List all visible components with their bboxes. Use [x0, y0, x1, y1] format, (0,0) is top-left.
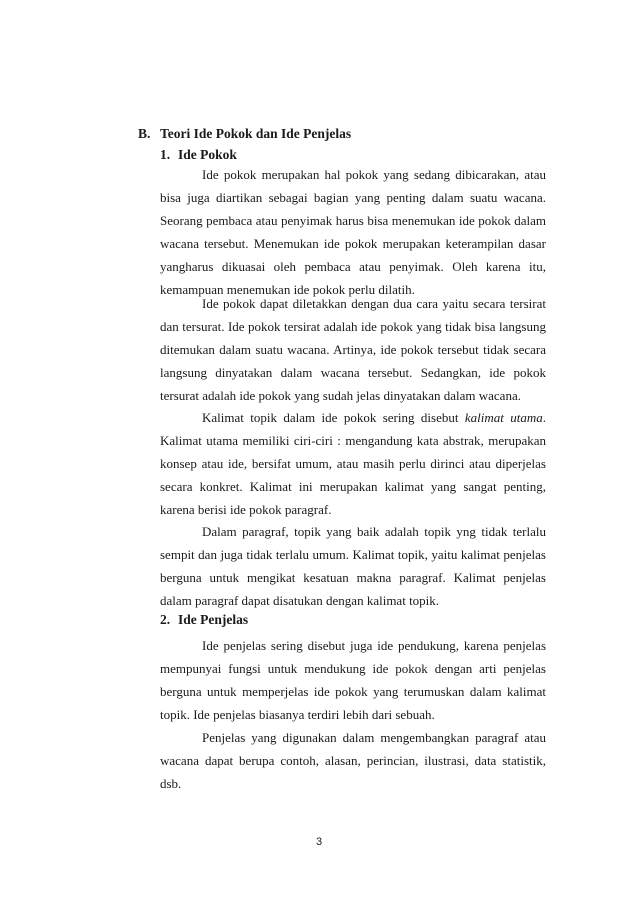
paragraph-kalimat-utama — [160, 406, 546, 521]
emphasis-kalimat-utama: kalimat utama — [464, 410, 543, 425]
subsection-title: Ide Penjelas — [178, 612, 249, 627]
page-number: 3 — [315, 836, 323, 848]
subsection-number: 1. — [160, 147, 171, 162]
paragraph-tersirat-tersurat: Ide pokok dapat diletakkan dengan dua cara yaitu secara tersirat dan tersurat. Ide pokok tersirat adalah ide pokok yang tidak bisa langsung ditemukan dalam suatu wacana. Artinya, ide pokok tersebut tidak secara langsung dinyatakan dalam wacana tersebut. Sedangkan, ide pokok tersurat adalah ide pokok yang sudah jelas dinyatakan dalam wacana. — [160, 296, 546, 403]
paragraph-ide-penjelas-definition: Ide penjelas sering disebut juga ide pendukung, karena penjelas mempunyai fungsi untuk mendukung ide pokok dengan arti penjelas berguna untuk memperjelas ide pokok yang terumuskan dalam kalimat topik. Ide penjelas biasanya terdiri lebih dari sebuah. — [160, 638, 546, 722]
subsection-heading-ide-penjelas — [160, 611, 248, 629]
section-heading — [138, 125, 351, 143]
subsection-heading-ide-pokok — [160, 146, 237, 164]
paragraph-text: . Kalimat utama memiliki ciri-ciri : mengandung kata abstrak, merupakan konsep atau ide, bersifat umum, atau masih perlu dirinci atau diperjelas secara konkret. Kalimat ini merupakan kalimat yang sangat penting, karena berisi ide pokok paragraf. — [160, 410, 546, 517]
section-label: B. — [138, 126, 151, 141]
section-title: Teori Ide Pokok dan Ide Penjelas — [160, 126, 352, 141]
paragraph-ide-pokok-definition: Ide pokok merupakan hal pokok yang sedang dibicarakan, atau bisa juga diartikan sebagai bagian yang penting dalam suatu wacana. Seorang pembaca atau penyimak harus bisa menemukan ide pokok dalam wacana tersebut. Menemukan ide pokok merupakan keterampilan dasar yangharus dikuasai oleh pembaca atau penyimak. Oleh karena itu, kemampuan menemukan ide pokok perlu dilatih. — [160, 167, 546, 297]
subsection-title: Ide Pokok — [178, 147, 237, 162]
subsection-number: 2. — [160, 612, 171, 627]
paragraph-topik: Dalam paragraf, topik yang baik adalah topik yng tidak terlalu sempit dan juga tidak terlalu umum. Kalimat topik, yaitu kalimat penjelas berguna untuk mengikat kesatuan makna paragraf. Kalimat penjelas dalam paragraf dapat disatukan dengan kalimat topik. — [160, 524, 546, 608]
paragraph-jenis-penjelas: Penjelas yang digunakan dalam mengembangkan paragraf atau wacana dapat berupa contoh, alasan, perincian, ilustrasi, data statistik, dsb. — [160, 730, 546, 791]
paragraph-text: Kalimat topik dalam ide pokok sering disebut — [202, 410, 465, 425]
